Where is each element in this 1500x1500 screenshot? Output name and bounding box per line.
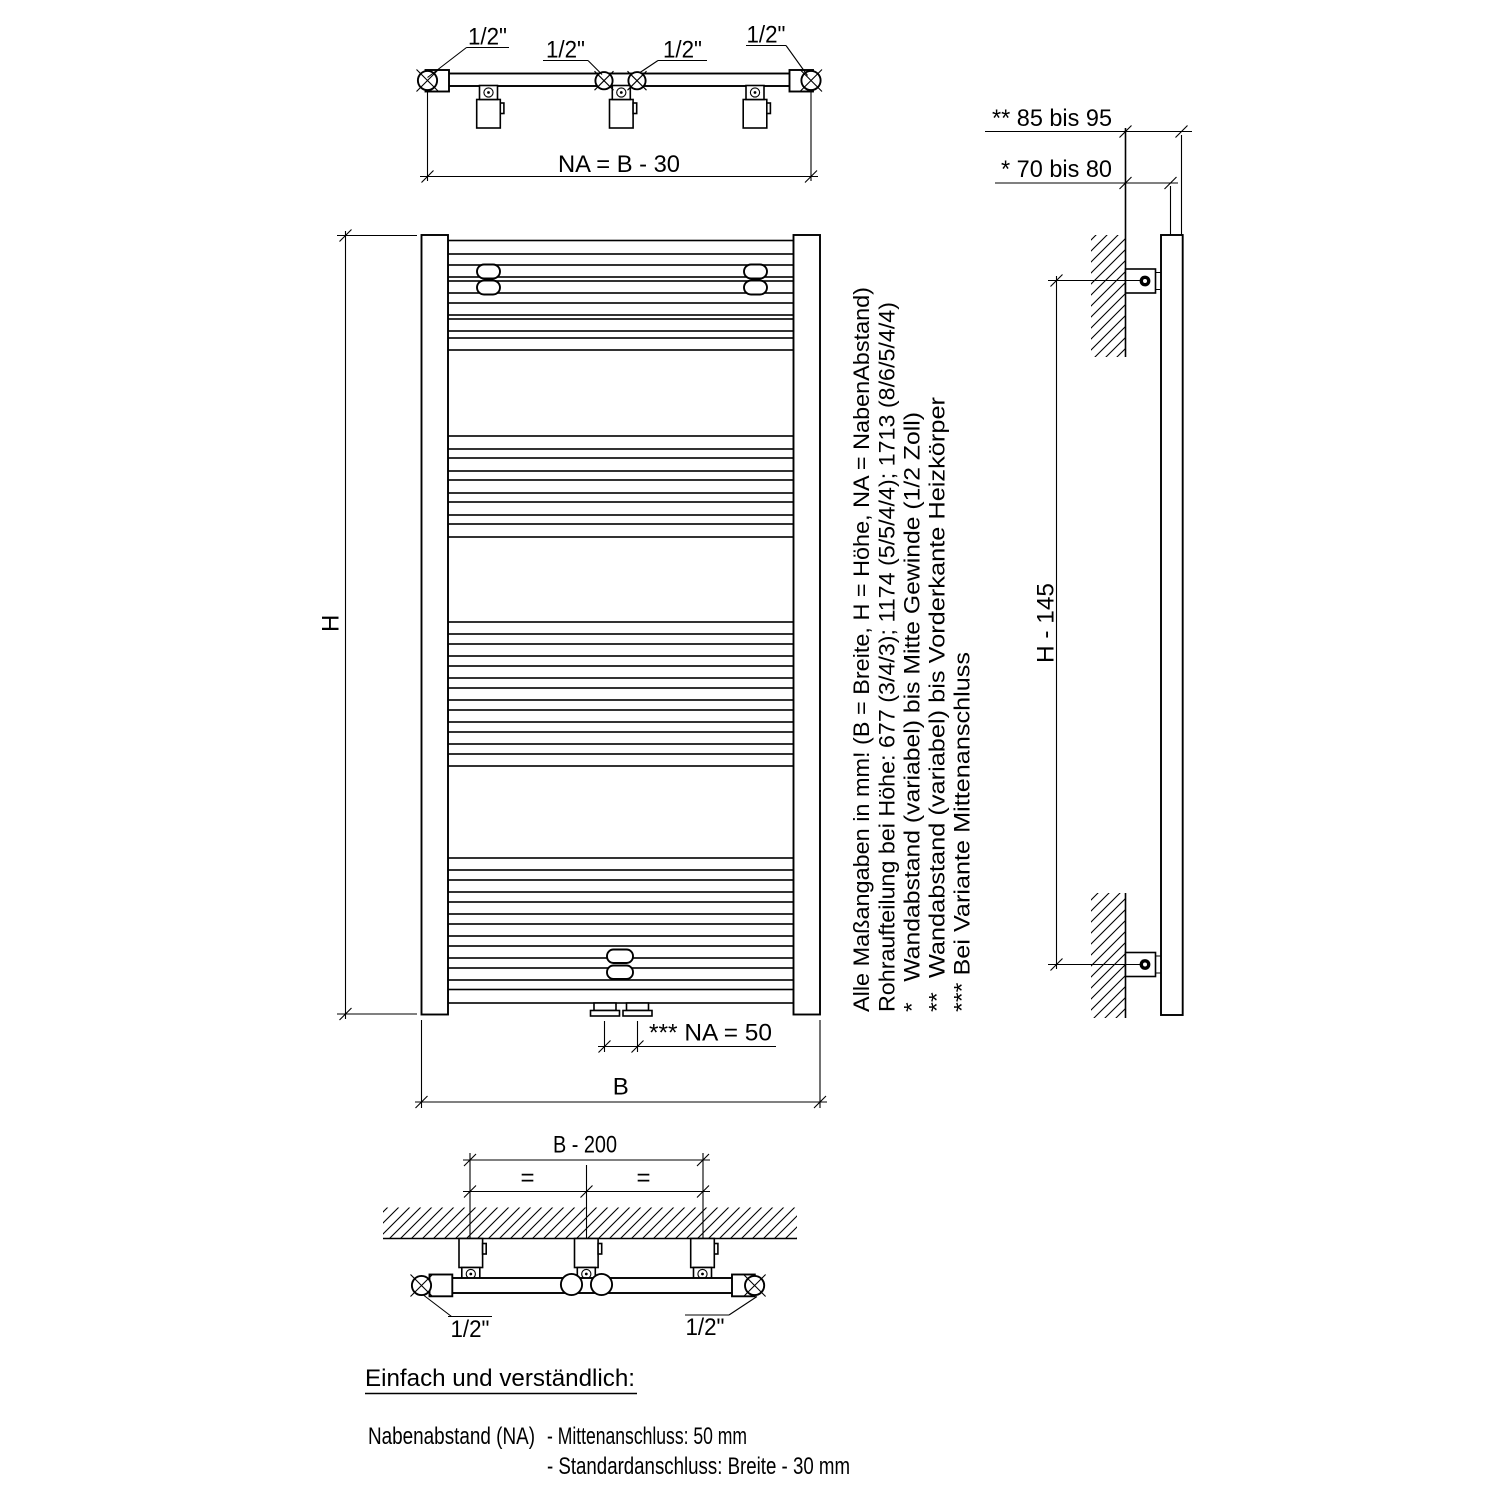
wall-bracket [743,86,770,129]
connection-size-label: 1/2" [546,36,585,64]
top-collector-tube [434,74,808,87]
connection-size-label: 1/2" [468,23,507,51]
legend-item-center-connection: - Mittenanschluss: 50 mm [547,1423,747,1450]
rung-tubes [448,265,794,980]
dim-tick-icon [1120,126,1188,190]
connection-size-label: 1/2" [685,1314,725,1341]
wall-to-front-dim-label: ** 85 bis 95 [992,105,1112,132]
center-connection-icon [561,1274,582,1295]
leader-line [685,1297,757,1316]
notes-block [849,287,975,1012]
height-dim-label: H [317,614,345,632]
connection-size-label: 1/2" [450,1316,490,1343]
wall-bracket [459,1239,486,1283]
hub-connection-icon [411,1275,433,1297]
left-side-tube [422,235,449,1015]
height-dim-lines [337,231,417,1019]
note-center-connection-variant: *** Bei Variante Mittenanschluss [949,698,975,1012]
bracket-span-dim-label: H - 145 [1032,584,1060,663]
legend-item-standard-connection: - Standardanschluss: Breite - 30 mm [547,1453,850,1480]
bracket-span-dim-label: B - 200 [553,1131,617,1159]
wall-hatch-band [383,1208,797,1239]
right-side-tube [794,235,821,1015]
wall-bracket [477,86,504,129]
connection-size-label: 1/2" [663,36,702,64]
width-dim-label: B [612,1073,629,1101]
note-wall-distance-front: ** Wandabstand (variabel) bis Vorderkante Heizkörper [924,478,950,1012]
connection-size-label: 1/2" [746,21,786,49]
wall-hatch-top [1091,235,1126,357]
legend-block [365,1365,850,1480]
wall-to-thread-dim-label: * 70 bis 80 [1001,156,1112,183]
note-tube-layout: Rohraufteilung bei Höhe: 677 (3/4/3); 1174 (5/5/4/4); 1713 (8/6/5/4/4) [874,340,900,1012]
wall-bracket [610,86,637,129]
hub-connection-icon [744,1275,766,1297]
leader-line [424,1296,492,1317]
center-connection-icon [628,71,647,90]
side-view-drawing [985,105,1192,1018]
wall-distance-dim-lines [985,132,1192,244]
hub-connection-icon [800,70,822,92]
bottom-view-drawing [383,1132,797,1344]
front-view-drawing [318,230,828,1109]
legend-heading: Einfach und verständlich: [365,1365,635,1392]
wall-bracket [691,1239,718,1283]
center-connection-icon [595,71,614,90]
top-view-drawing [417,22,823,183]
radiator-side-profile [1161,235,1183,1015]
equal-spacing-label: = [520,1164,535,1192]
hub-distance-dim-label: NA = B - 30 [558,151,680,178]
equal-spacing-label: = [636,1164,651,1192]
top-header-tube [448,241,794,255]
bottom-header-tube [448,990,794,1004]
center-connection-dim-label: *** NA = 50 [649,1019,772,1047]
note-wall-distance-thread: * Wandabstand (variabel) bis Mitte Gewinde (1/2 Zoll) [899,478,925,1012]
note-units: Alle Maßangaben in mm! (B = Breite, H = Höhe, NA = NabenAbstand) [849,331,874,1012]
left-end-block [430,1275,453,1297]
bracket-span-dim-lines [1048,276,1140,969]
legend-term: Nabenabstand (NA) [368,1423,535,1450]
center-connection-icon [591,1274,612,1295]
wall-hatch-bottom [1091,893,1126,1018]
hub-connection-icon [417,70,439,92]
bottom-connection-stubs [591,1003,653,1016]
